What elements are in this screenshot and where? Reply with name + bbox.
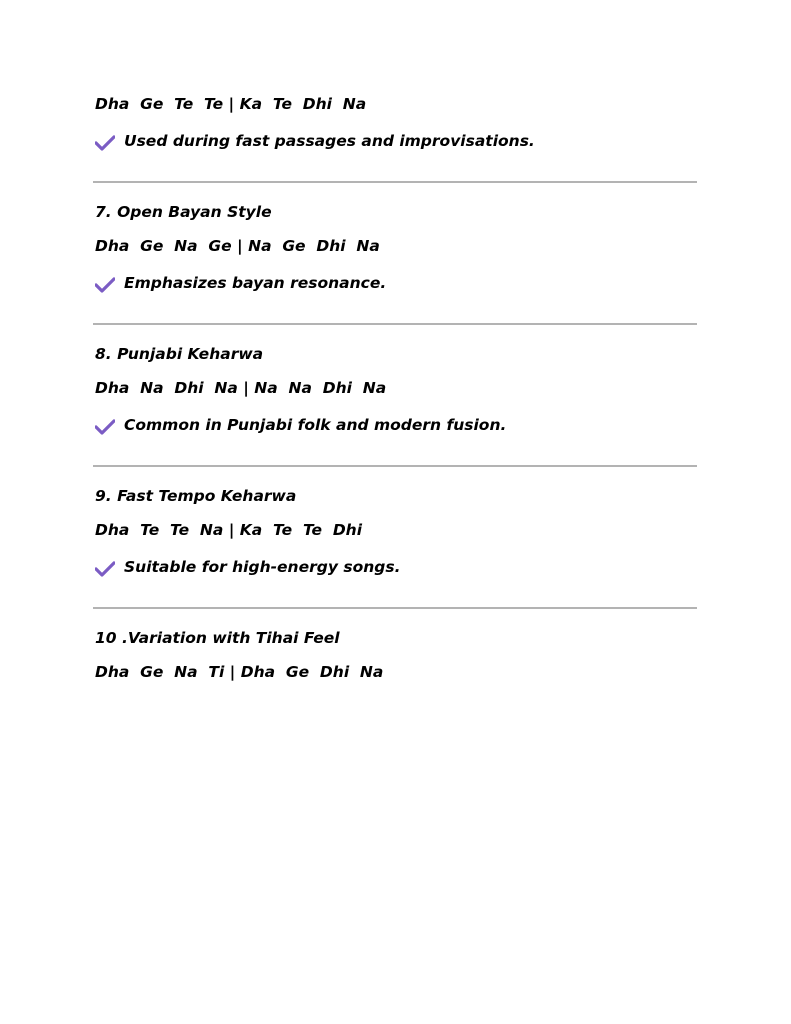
section-divider xyxy=(93,465,697,467)
section-title-8: 8. Punjabi Keharwa xyxy=(95,345,264,363)
intro-bol-pattern: Dha Ge Te Te | Ka Te Dhi Na xyxy=(95,95,367,113)
checkmark-icon xyxy=(95,419,115,437)
section-title-7: 7. Open Bayan Style xyxy=(95,203,272,221)
section-note-9 xyxy=(95,556,400,578)
section-note-7 xyxy=(95,272,386,294)
section-divider xyxy=(93,181,697,183)
section-bol-7: Dha Ge Na Ge | Na Ge Dhi Na xyxy=(95,237,380,255)
section-note-text-8: Common in Punjabi folk and modern fusion. xyxy=(124,416,507,434)
section-note-8 xyxy=(95,414,506,436)
section-title-9: 9. Fast Tempo Keharwa xyxy=(95,487,297,505)
checkmark-icon xyxy=(95,135,115,153)
section-divider xyxy=(93,323,697,325)
intro-note-text: Used during fast passages and improvisations. xyxy=(124,132,535,150)
section-note-text-7: Emphasizes bayan resonance. xyxy=(124,274,387,292)
section-title-10: 10 .Variation with Tihai Feel xyxy=(95,629,340,647)
checkmark-icon xyxy=(95,561,115,579)
section-divider xyxy=(93,607,697,609)
section-bol-8: Dha Na Dhi Na | Na Na Dhi Na xyxy=(95,379,387,397)
checkmark-icon xyxy=(95,277,115,295)
section-bol-10: Dha Ge Na Ti | Dha Ge Dhi Na xyxy=(95,663,384,681)
section-note-text-9: Suitable for high-energy songs. xyxy=(124,558,401,576)
intro-note xyxy=(95,130,535,152)
section-bol-9: Dha Te Te Na | Ka Te Te Dhi xyxy=(95,521,363,539)
